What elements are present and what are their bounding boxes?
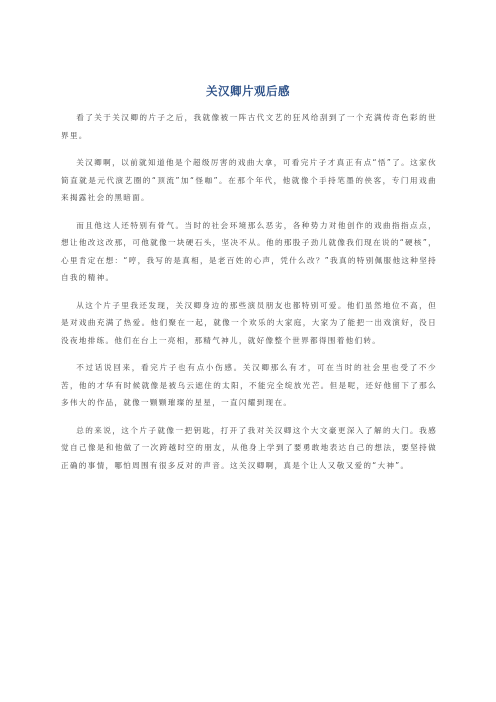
paragraph-4: 从这个片子里我还发现，关汉卿身边的那些演员朋友也都特别可爱。他们虽然地位不高，但是对戏曲充满了热爱。他们聚在一起，就像一个欢乐的大家庭，大家为了能把一出戏演好，没日没夜地排练。他们在台上一亮相，那精气神儿，就好像整个世界都得围着他们转。: [61, 300, 437, 345]
paragraph-6: 总的来说，这个片子就像一把钥匙，打开了我对关汉卿这个大文豪更深入了解的大门。我感觉自己像是和他做了一次跨越时空的朋友，从他身上学到了要勇敢地表达自己的想法，要坚持做正确的事情，哪怕周围有很多反对的声音。这关汉卿啊，真是个让人又敬又爱的“大神”。: [61, 425, 437, 470]
paragraph-3: 而且他这人还特别有骨气。当时的社会环境那么恶劣，各种势力对他创作的戏曲指指点点，想让他改这改那，可他就像一块硬石头，坚决不从。他的那股子劲儿就像我们现在说的“硬核”，心里肯定在想：“哼，我写的是真相，是老百姓的心声，凭什么改？”我真的特别佩服他这种坚持自我的精神。: [61, 220, 437, 282]
paragraph-2: 关汉卿啊，以前就知道他是个超级厉害的戏曲大拿，可看完片子才真正有点“悟”了。这家伙简直就是元代演艺圈的“顶流”加“怪咖”。在那个年代，他就像个手持笔墨的侠客，专门用戏曲来揭露社会的黑暗面。: [61, 158, 437, 202]
paragraph-5: 不过话说回来，看完片子也有点小伤感。关汉卿那么有才，可在当时的社会里也受了不少苦，他的才华有时候就像是被乌云遮住的太阳，不能完全绽放光芒。但是呢，还好他留下了那么多伟大的作品，就像一颗颗璀璨的星星，一直闪耀到现在。: [61, 363, 437, 407]
paragraph-1: 看了关于关汉卿的片子之后，我就像被一阵古代文艺的狂风给刮到了一个充满传奇色彩的世界里。: [61, 113, 437, 140]
document-body: [61, 109, 437, 484]
document-title: 关汉卿片观后感: [206, 84, 290, 98]
